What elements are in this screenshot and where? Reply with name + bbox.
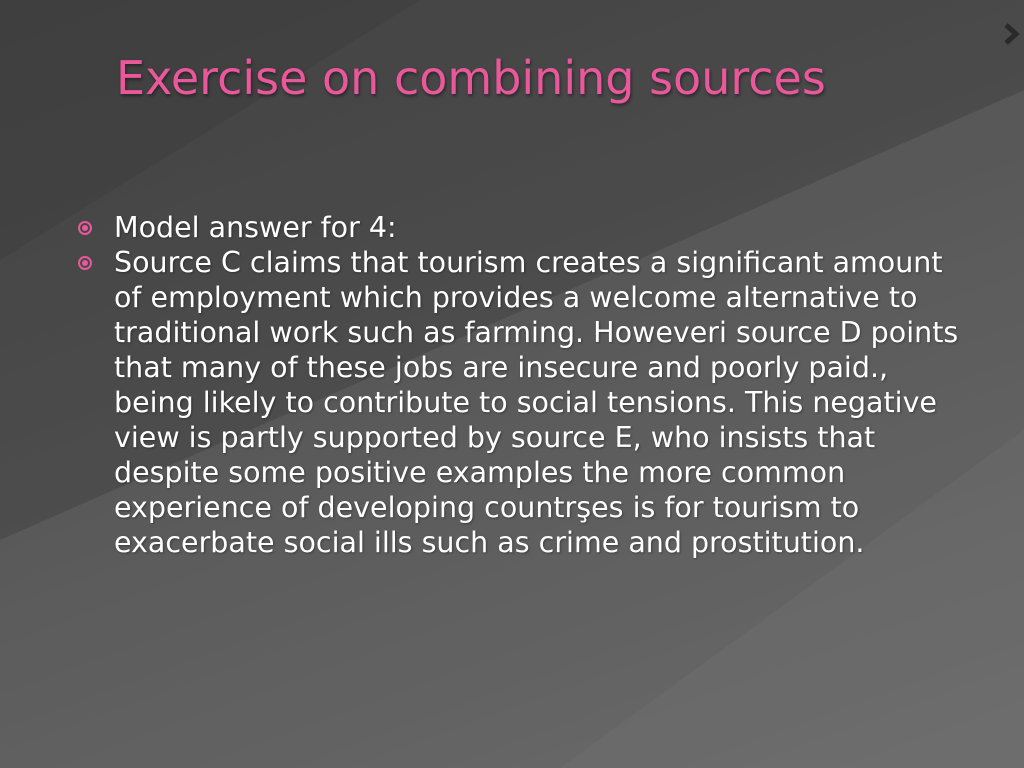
circle-dot-icon — [78, 221, 92, 235]
bullet-text: Source C claims that tourism creates a significant amount of employment which provides a welcome alternative to traditional work such as farming. Howeveri source D points that many of these jobs are insecure and poorly paid., being likely to contribute to social tensions. This negative view is partly supported by source E, who insists that despite some positive examples the more common experience of developing countrşes is for tourism to exacerbate social ills such as crime and prostitution. — [114, 246, 959, 559]
bullet-text: Model answer for 4: — [114, 211, 397, 244]
chevron-right-icon[interactable] — [1000, 22, 1024, 46]
bullet-list — [74, 210, 974, 560]
slide-title: Exercise on combining sources — [116, 51, 826, 105]
bullet-item — [74, 245, 974, 560]
circle-dot-icon — [78, 256, 92, 270]
bullet-item — [74, 210, 974, 245]
